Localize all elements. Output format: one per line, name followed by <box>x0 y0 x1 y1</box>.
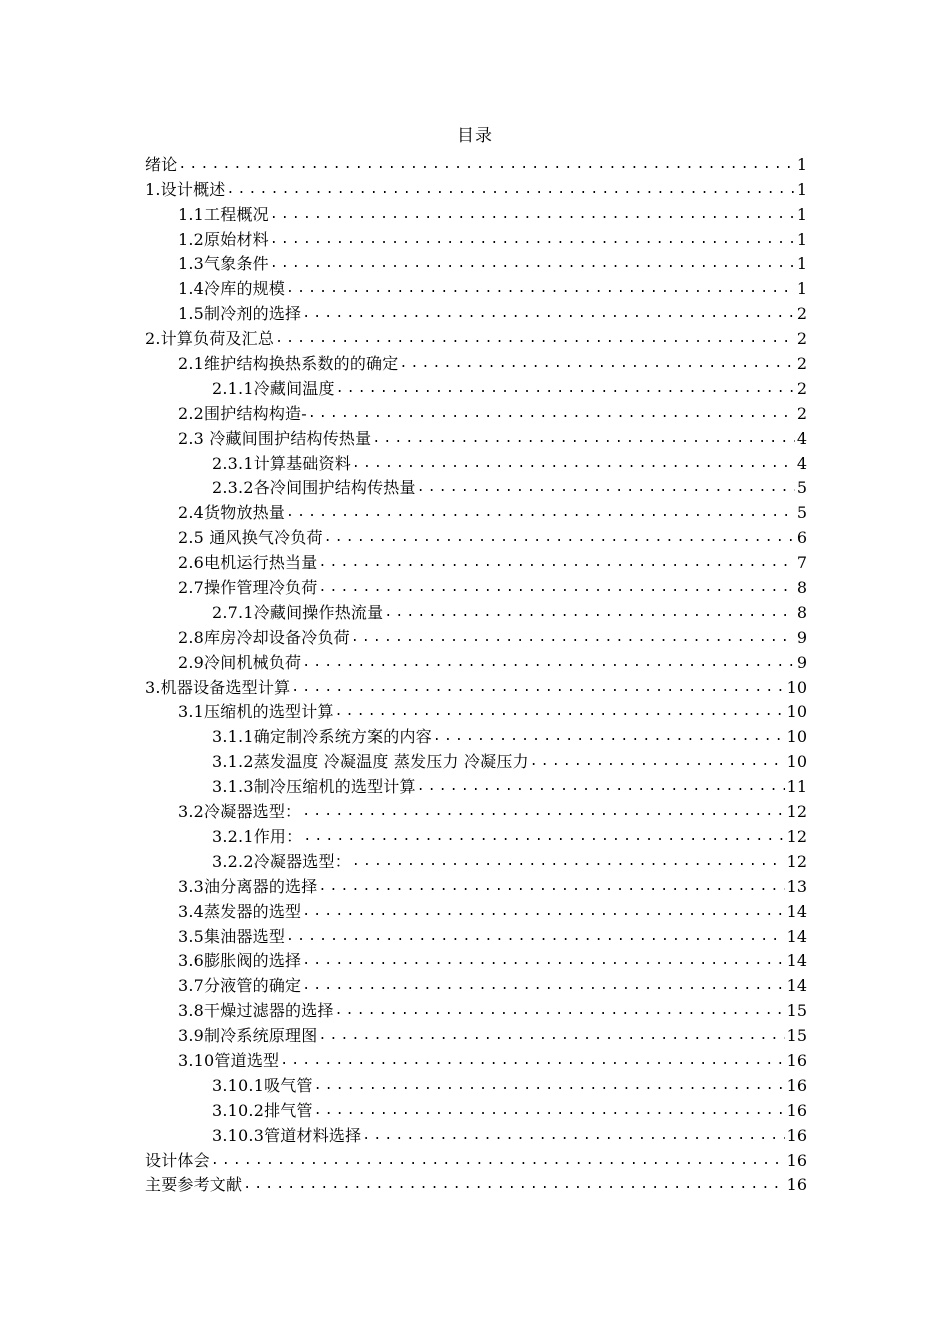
toc-leader-dots <box>285 503 795 523</box>
toc-entry[interactable] <box>145 772 807 797</box>
toc-leader-dots <box>416 478 795 498</box>
toc-leader-dots <box>285 927 785 947</box>
toc-entry[interactable] <box>145 822 807 847</box>
toc-entry-page-number: 2 <box>796 354 807 374</box>
toc-entry[interactable] <box>145 250 807 275</box>
toc-entry[interactable] <box>145 872 807 897</box>
toc-leader-dots <box>334 1001 785 1021</box>
toc-entry[interactable] <box>145 498 807 523</box>
toc-entry-label: 2.3.1计算基础资料 <box>212 453 351 473</box>
toc-entry[interactable] <box>145 698 807 723</box>
toc-entry-label: 1.3气象条件 <box>178 254 269 274</box>
toc-entry[interactable] <box>145 1021 807 1046</box>
toc-entry-page-number: 5 <box>796 478 807 498</box>
toc-entry-page-number: 14 <box>786 901 807 921</box>
toc-leader-dots <box>269 205 795 225</box>
toc-leader-dots <box>301 951 784 971</box>
toc-entry-page-number: 6 <box>796 528 807 548</box>
toc-entry-page-number: 5 <box>796 503 807 523</box>
toc-entry-label: 1.1工程概况 <box>178 204 269 224</box>
toc-entry-page-number: 15 <box>786 1026 807 1046</box>
toc-entry-label: 1.4冷库的规模 <box>178 279 286 299</box>
toc-leader-dots <box>177 155 794 175</box>
toc-entry-label: 3.2冷凝器选型： <box>178 802 302 822</box>
toc-entry-label: 2.6电机运行热当量 <box>178 553 318 573</box>
toc-entry-label: 2.3 冷藏间围护结构传热量 <box>178 428 372 448</box>
toc-entry-label: 3.10管道选型 <box>178 1050 280 1070</box>
toc-entry-page-number: 16 <box>786 1125 807 1145</box>
toc-entry-page-number: 1 <box>796 254 807 274</box>
toc-entry[interactable] <box>145 1171 807 1196</box>
toc-entry[interactable] <box>145 1071 807 1096</box>
toc-entry[interactable] <box>145 424 807 449</box>
toc-entry-page-number: 10 <box>786 702 807 722</box>
toc-entry-page-number: 15 <box>786 1001 807 1021</box>
toc-entry-page-number: 1 <box>796 279 807 299</box>
toc-entry[interactable] <box>145 150 807 175</box>
toc-entry-page-number: 11 <box>786 777 807 797</box>
toc-entry-label: 2.9冷间机械负荷 <box>178 652 302 672</box>
toc-entry-page-number: 2 <box>796 403 807 423</box>
toc-leader-dots <box>416 777 785 797</box>
toc-entry[interactable] <box>145 399 807 424</box>
toc-entry[interactable] <box>145 847 807 872</box>
toc-leader-dots <box>317 578 794 598</box>
toc-entry[interactable] <box>145 573 807 598</box>
toc-leader-dots <box>285 279 795 299</box>
toc-leader-dots <box>301 802 784 822</box>
toc-entry-page-number: 16 <box>786 1075 807 1095</box>
toc-entry-label: 绪论 <box>145 154 178 174</box>
toc-entry[interactable] <box>145 324 807 349</box>
toc-leader-dots <box>334 702 785 722</box>
toc-entry-label: 2.5 通风换气冷负荷 <box>178 528 323 548</box>
toc-entry[interactable] <box>145 897 807 922</box>
toc-entry-page-number: 14 <box>786 976 807 996</box>
toc-leader-dots <box>307 404 795 424</box>
toc-entry-page-number: 16 <box>786 1175 807 1195</box>
toc-leader-dots <box>302 827 784 847</box>
toc-entry[interactable] <box>145 922 807 947</box>
toc-leader-dots <box>335 379 795 399</box>
toc-entry-label: 1.2原始材料 <box>178 229 269 249</box>
toc-entry-page-number: 14 <box>786 926 807 946</box>
toc-entry-label: 2.2围护结构构造- <box>178 403 307 423</box>
toc-entry-label: 2.8库房冷却设备冷负荷 <box>178 627 350 647</box>
toc-leader-dots <box>301 653 795 673</box>
toc-entry[interactable] <box>145 200 807 225</box>
toc-entry-label: 3.10.2排气管 <box>212 1100 313 1120</box>
toc-leader-dots <box>269 230 795 250</box>
toc-entry-label: 3.10.1吸气管 <box>212 1075 313 1095</box>
toc-entry[interactable] <box>145 673 807 698</box>
toc-entry[interactable] <box>145 1046 807 1071</box>
toc-entry-label: 2.7.1冷藏间操作热流量 <box>212 602 384 622</box>
toc-entry-label: 3.6膨胀阀的选择 <box>178 951 302 971</box>
toc-entry-page-number: 4 <box>796 453 807 473</box>
toc-leader-dots <box>269 254 795 274</box>
toc-entry-page-number: 2 <box>796 304 807 324</box>
toc-entry-label: 2.1维护结构换热系数的的确定 <box>178 354 399 374</box>
toc-leader-dots <box>274 329 795 349</box>
toc-leader-dots <box>383 603 795 623</box>
toc-entry-label: 3.1.2蒸发温度 冷凝温度 蒸发压力 冷凝压力 <box>212 752 529 772</box>
toc-leader-dots <box>242 1175 784 1195</box>
toc-entry-label: 设计体会 <box>145 1150 210 1170</box>
toc-list <box>145 150 807 1195</box>
toc-leader-dots <box>317 553 794 573</box>
toc-entry-page-number: 2 <box>796 329 807 349</box>
toc-entry-page-number: 10 <box>786 727 807 747</box>
toc-entry-label: 3.1压缩机的选型计算 <box>178 702 334 722</box>
toc-entry-label: 3.7分液管的确定 <box>178 976 302 996</box>
toc-leader-dots <box>361 1126 784 1146</box>
toc-entry-page-number: 9 <box>796 652 807 672</box>
toc-entry[interactable] <box>145 971 807 996</box>
toc-leader-dots <box>351 454 795 474</box>
toc-leader-dots <box>432 727 785 747</box>
toc-entry-label: 3.4蒸发器的选型 <box>178 901 302 921</box>
toc-entry-page-number: 1 <box>796 179 807 199</box>
toc-entry[interactable] <box>145 797 807 822</box>
toc-leader-dots <box>313 1101 785 1121</box>
toc-entry-page-number: 1 <box>796 154 807 174</box>
toc-entry-page-number: 10 <box>786 677 807 697</box>
toc-entry-page-number: 16 <box>786 1050 807 1070</box>
toc-leader-dots <box>301 902 784 922</box>
toc-entry-label: 3.2.2冷凝器选型： <box>212 851 351 871</box>
toc-leader-dots <box>398 354 794 374</box>
toc-leader-dots <box>210 1151 785 1171</box>
toc-leader-dots <box>301 304 795 324</box>
toc-entry[interactable] <box>145 648 807 673</box>
toc-entry[interactable] <box>145 349 807 374</box>
toc-title: 目录 <box>457 126 493 146</box>
toc-entry-page-number: 16 <box>786 1150 807 1170</box>
toc-entry-label: 2.1.1冷藏间温度 <box>212 378 335 398</box>
toc-entry-label: 3.10.3管道材料选择 <box>212 1125 362 1145</box>
toc-entry-page-number: 1 <box>796 204 807 224</box>
toc-entry[interactable] <box>145 747 807 772</box>
toc-leader-dots <box>371 429 794 449</box>
toc-entry-page-number: 8 <box>796 578 807 598</box>
toc-entry-label: 2.7操作管理冷负荷 <box>178 578 318 598</box>
toc-entry[interactable] <box>145 1096 807 1121</box>
toc-leader-dots <box>313 1076 785 1096</box>
toc-entry-page-number: 12 <box>786 826 807 846</box>
toc-entry-label: 3.机器设备选型计算 <box>145 677 291 697</box>
toc-entry-label: 3.9制冷系统原理图 <box>178 1026 318 1046</box>
toc-entry[interactable] <box>145 996 807 1021</box>
toc-entry[interactable] <box>145 175 807 200</box>
toc-leader-dots <box>290 678 784 698</box>
toc-entry[interactable] <box>145 225 807 250</box>
toc-entry-page-number: 7 <box>796 553 807 573</box>
toc-leader-dots <box>225 180 794 200</box>
toc-leader-dots <box>301 976 784 996</box>
toc-entry[interactable] <box>145 523 807 548</box>
toc-entry-label: 3.2.1作用： <box>212 826 303 846</box>
toc-entry[interactable] <box>145 274 807 299</box>
toc-entry[interactable] <box>145 449 807 474</box>
toc-entry-page-number: 12 <box>786 851 807 871</box>
toc-leader-dots <box>529 752 785 772</box>
toc-entry-page-number: 16 <box>786 1100 807 1120</box>
toc-entry[interactable] <box>145 548 807 573</box>
toc-entry-label: 1.设计概述 <box>145 179 226 199</box>
toc-entry[interactable] <box>145 299 807 324</box>
toc-leader-dots <box>351 852 785 872</box>
toc-entry[interactable] <box>145 1146 807 1171</box>
toc-entry[interactable] <box>145 474 807 499</box>
toc-leader-dots <box>317 877 784 897</box>
toc-entry[interactable] <box>145 947 807 972</box>
toc-entry[interactable] <box>145 623 807 648</box>
toc-entry-page-number: 4 <box>796 428 807 448</box>
toc-entry-label: 2.4货物放热量 <box>178 503 286 523</box>
toc-entry-label: 1.5制冷剂的选择 <box>178 304 302 324</box>
toc-entry-label: 3.1.3制冷压缩机的选型计算 <box>212 777 416 797</box>
toc-entry[interactable] <box>145 722 807 747</box>
toc-leader-dots <box>317 1026 784 1046</box>
toc-entry-label: 2.3.2各冷间围护结构传热量 <box>212 478 416 498</box>
toc-entry-label: 主要参考文献 <box>145 1175 243 1195</box>
toc-entry-page-number: 12 <box>786 802 807 822</box>
toc-entry-label: 3.8干燥过滤器的选择 <box>178 1001 334 1021</box>
toc-entry-label: 2.计算负荷及汇总 <box>145 329 275 349</box>
toc-entry-page-number: 2 <box>796 378 807 398</box>
toc-entry-label: 3.1.1确定制冷系统方案的内容 <box>212 727 432 747</box>
toc-entry-label: 3.3油分离器的选择 <box>178 876 318 896</box>
toc-entry-page-number: 1 <box>796 229 807 249</box>
toc-entry-page-number: 13 <box>786 876 807 896</box>
toc-entry[interactable] <box>145 1121 807 1146</box>
toc-leader-dots <box>323 528 795 548</box>
toc-entry-page-number: 10 <box>786 752 807 772</box>
toc-leader-dots <box>279 1051 784 1071</box>
toc-entry[interactable] <box>145 374 807 399</box>
toc-entry-page-number: 14 <box>786 951 807 971</box>
toc-entry-page-number: 8 <box>796 602 807 622</box>
toc-entry[interactable] <box>145 598 807 623</box>
toc-entry-label: 3.5集油器选型 <box>178 926 286 946</box>
toc-entry-page-number: 9 <box>796 627 807 647</box>
toc-leader-dots <box>350 628 795 648</box>
